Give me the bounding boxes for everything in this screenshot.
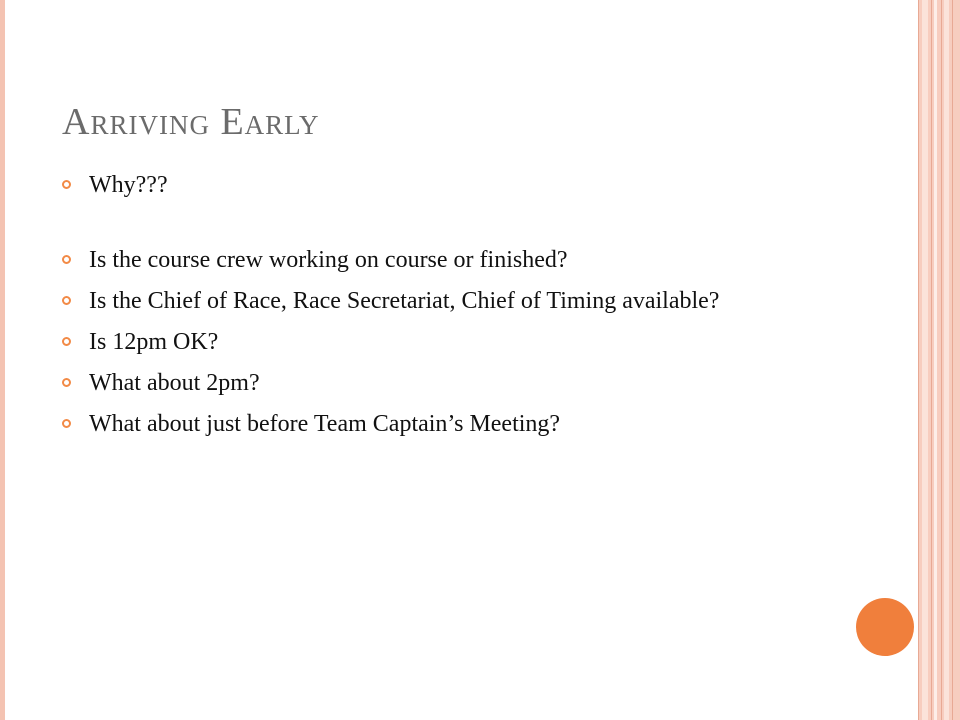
left-border-decoration bbox=[0, 0, 5, 720]
bullet-item bbox=[62, 327, 842, 357]
bullet-item bbox=[62, 409, 842, 439]
bullet-text: Is 12pm OK? bbox=[89, 329, 219, 355]
accent-circle-decoration bbox=[856, 598, 914, 656]
bullet-item bbox=[62, 245, 842, 275]
bullet-item bbox=[62, 170, 842, 200]
bullet-circle-icon bbox=[62, 180, 71, 189]
right-border-line bbox=[931, 0, 932, 720]
bullet-text: Is the course crew working on course or finished? bbox=[89, 247, 568, 273]
right-border-line bbox=[941, 0, 942, 720]
right-border-stripe bbox=[944, 0, 949, 720]
bullet-circle-icon bbox=[62, 419, 71, 428]
bullet-text: What about just before Team Captain’s Meeting? bbox=[89, 411, 561, 437]
right-border-stripe bbox=[934, 0, 937, 720]
slide-title: Arriving Early bbox=[62, 101, 320, 143]
right-border-stripe bbox=[922, 0, 928, 720]
bullet-text: What about 2pm? bbox=[89, 370, 260, 396]
right-border-line bbox=[918, 0, 919, 720]
bullet-item bbox=[62, 368, 842, 398]
bullet-text: Is the Chief of Race, Race Secretariat, Chief of Timing available? bbox=[89, 288, 720, 314]
right-border-line bbox=[952, 0, 953, 720]
bullet-circle-icon bbox=[62, 255, 71, 264]
bullet-item bbox=[62, 286, 842, 316]
bullet-list bbox=[62, 170, 842, 439]
bullet-circle-icon bbox=[62, 296, 71, 305]
bullet-circle-icon bbox=[62, 337, 71, 346]
bullet-circle-icon bbox=[62, 378, 71, 387]
bullet-text: Why??? bbox=[89, 172, 168, 198]
